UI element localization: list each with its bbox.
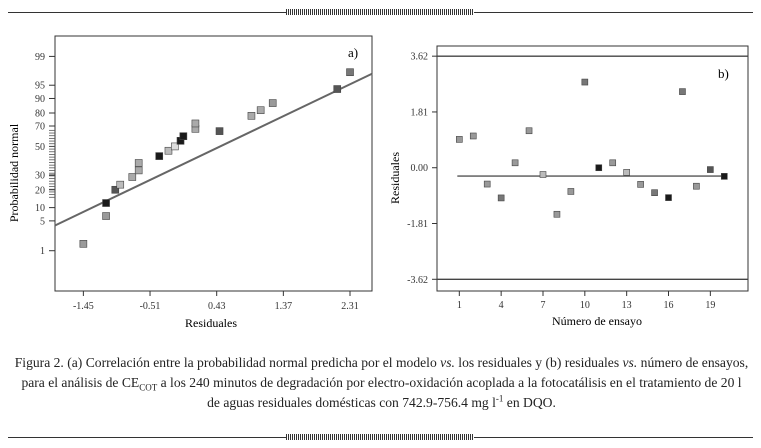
panel-b-y-tick-label-2: 0.00 [410, 163, 428, 175]
caption-vs-2: vs. [622, 355, 638, 370]
panel-b-x-axis [457, 291, 716, 311]
panel-b-point-2 [484, 181, 490, 187]
panel-b-y-axis [407, 52, 437, 286]
panel-a-point-17 [257, 107, 264, 114]
panel-b-label: b) [718, 66, 729, 81]
panel-b-point-6 [540, 172, 546, 178]
panel-a-x-label: Residuales [185, 316, 237, 330]
panel-a-point-4 [117, 181, 124, 188]
panel-b-point-18 [707, 167, 713, 173]
panel-b-y-tick-label-4: -3.62 [407, 274, 428, 286]
panel-b-point-11 [610, 160, 616, 166]
panel-a-y-tick-label-3: 80 [35, 108, 45, 120]
panel-b-frame [437, 46, 748, 291]
panel-a-x-tick-label-3: 1.37 [274, 301, 293, 312]
panel-b-x-tick-label-4: 13 [621, 300, 632, 311]
bottom-rule-ornament [286, 434, 474, 440]
panel-a-y-tick-label-5: 50 [35, 141, 45, 153]
panel-b-y-tick-label-1: 1.81 [410, 107, 428, 119]
panel-b-point-13 [638, 181, 644, 187]
figure-caption [14, 353, 749, 413]
panel-a-point-6 [135, 167, 142, 174]
panel-a-points [80, 69, 354, 248]
panel-b-y-tick-label-0: 3.62 [410, 51, 428, 63]
panel-a-point-2 [103, 213, 110, 220]
panel-b [388, 46, 748, 328]
panel-b-point-10 [596, 165, 602, 171]
panel-a-x-tick-label-2: 0.43 [207, 301, 226, 312]
panel-b-point-9 [582, 79, 588, 85]
panel-b-point-14 [652, 190, 658, 196]
panel-b-x-tick-label-2: 7 [540, 300, 546, 311]
panel-a-point-5 [129, 174, 136, 181]
panel-b-y-tick-label-3: -1.81 [407, 219, 428, 231]
caption-part2: los residuales y (b) residuales [454, 355, 623, 370]
panel-b-x-tick-label-3: 10 [579, 300, 590, 311]
panel-a-point-14 [192, 120, 199, 127]
panel-a-x-tick-label-1: -0.51 [139, 301, 161, 312]
panel-a-y-tick-label-2: 90 [35, 93, 45, 105]
panel-b-point-12 [624, 169, 630, 175]
caption-part1: Figura 2. (a) Correlación entre la probabilidad normal predicha por el modelo [14, 355, 441, 370]
caption-part3: número de ensayos, para el análisis de CE [21, 355, 749, 390]
panel-a-y-tick-label-9: 5 [40, 216, 45, 228]
panel-a-frame [55, 36, 372, 291]
panel-b-point-7 [554, 211, 560, 217]
panel-b-points [456, 79, 727, 217]
panel-a-y-tick-label-6: 30 [35, 170, 45, 182]
panel-b-y-label: Residuales [388, 152, 402, 204]
panel-a-point-18 [269, 100, 276, 107]
panel-b-point-1 [470, 133, 476, 139]
panel-a-y-tick-label-4: 70 [35, 121, 45, 133]
panel-b-point-19 [721, 173, 727, 179]
panel-a-y-tick-label-8: 10 [35, 203, 45, 215]
panel-b-point-3 [498, 195, 504, 201]
panel-a-point-16 [248, 112, 255, 119]
panel-a-point-19 [334, 86, 341, 93]
caption-superscript: -1 [495, 393, 504, 404]
panel-a-point-7 [135, 159, 142, 166]
panel-a-point-20 [347, 69, 354, 76]
panel-b-point-16 [679, 89, 685, 95]
panel-a-x-tick-label-0: -1.45 [72, 301, 94, 312]
panel-a-y-tick-label-0: 99 [35, 51, 45, 63]
panel-a-point-12 [180, 133, 187, 140]
panel-b-point-5 [526, 128, 532, 134]
caption-vs-1: vs. [440, 355, 455, 370]
panel-b-x-tick-label-6: 19 [705, 300, 716, 311]
caption-subscript: COT [139, 382, 158, 393]
panel-b-point-0 [456, 136, 462, 142]
panel-b-point-17 [693, 183, 699, 189]
panel-b-x-tick-label-1: 4 [498, 300, 504, 311]
panel-b-point-4 [512, 160, 518, 166]
panel-b-x-tick-label-5: 16 [663, 300, 674, 311]
panel-b-point-15 [666, 195, 672, 201]
panel-a [7, 36, 372, 330]
panel-a-y-label: Probabilidad normal [7, 123, 21, 223]
panel-a-y-tick-label-7: 20 [35, 185, 45, 197]
panel-a-point-1 [103, 200, 110, 207]
panel-a-y-tick-label-1: 95 [35, 80, 45, 92]
panel-b-x-label: Número de ensayo [552, 314, 642, 328]
panel-a-point-15 [216, 128, 223, 135]
panel-b-point-8 [568, 188, 574, 194]
panel-a-label: a) [348, 45, 359, 60]
caption-part4: a los 240 minutos de degradación por electro-oxidación acoplada a la fotocatálisis en el tratamiento de 20 l de aguas residuales domésticas con 742.9-756.4 mg l [157, 375, 742, 410]
panel-a-x-axis [73, 291, 359, 312]
panel-a-y-axis [35, 52, 55, 257]
panel-a-point-9 [165, 147, 172, 154]
panel-b-reference-lines [437, 56, 748, 279]
panel-b-x-tick-label-0: 1 [456, 300, 462, 311]
panel-a-point-0 [80, 240, 87, 247]
caption-part5: en DQO. [503, 395, 556, 410]
panel-a-x-tick-label-4: 2.31 [341, 301, 359, 312]
panel-a-y-tick-label-10: 1 [40, 246, 45, 258]
panel-a-point-8 [156, 153, 163, 160]
